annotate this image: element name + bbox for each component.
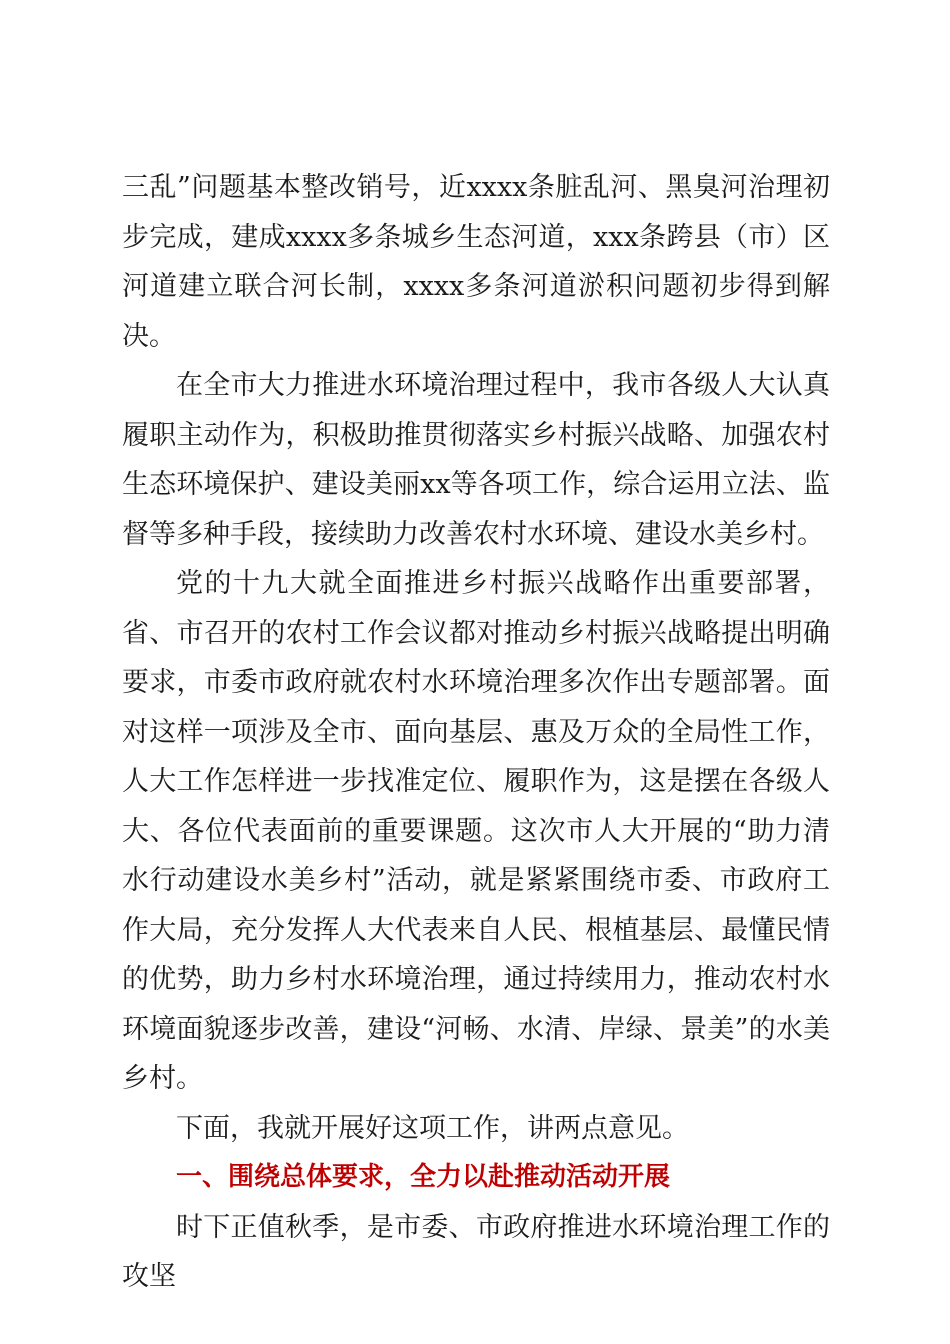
- paragraph-section-1-start: 时下正值秋季，是市委、市政府推进水环境治理工作的攻坚: [122, 1211, 830, 1292]
- paragraph-intro: 下面，我就开展好这项工作，讲两点意见。: [176, 1112, 689, 1144]
- paragraph-npc-role: 在全市大力推进水环境治理过程中，我市各级人大认真履职主动作为，积极助推贯彻落实乡村振兴战略、加强农村生态环境保护、建设美丽xx等各项工作，综合运用立法、监督等多种手段，接续助力改善农村水环境、建设水美乡村。: [122, 370, 830, 550]
- paragraph-activity-background: 党的十九大就全面推进乡村振兴战略作出重要部署，省、市召开的农村工作会议都对推动乡村振兴战略提出明确要求，市委市政府就农村水环境治理多次作出专题部署。面对这样一项涉及全市、面向基层、惠及万众的全局性工作，人大工作怎样进一步找准定位、履职作为，这是摆在各级人大、各位代表面前的重要课题。这次市人大开展的“助力清水行动建设水美乡村”活动，就是紧紧围绕市委、市政府工作大局，充分发挥人大代表来自人民、根植基层、最懂民情的优势，助力乡村水环境治理，通过持续用力，推动农村水环境面貌逐步改善，建设“河畅、水清、岸绿、景美”的水美乡村。: [122, 568, 830, 1094]
- section-heading-1: 一、围绕总体要求，全力以赴推动活动开展: [176, 1162, 671, 1192]
- document-body: [122, 163, 830, 1302]
- paragraph-continuation: 三乱”问题基本整改销号，近xxxx条脏乱河、黑臭河治理初步完成，建成xxxx多条城乡生态河道，xxx条跨县（市）区河道建立联合河长制，xxxx多条河道淤积问题初步得到解决。: [122, 172, 830, 352]
